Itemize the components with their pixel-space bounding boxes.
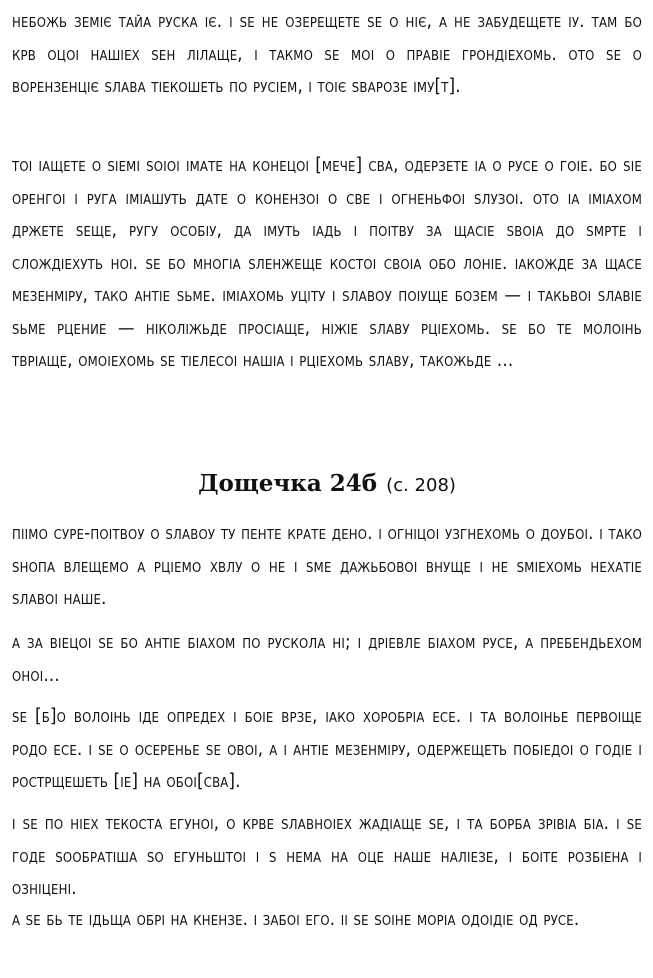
paragraph-6: і ѕе по ніех текоста егуноі, о крве ѕлавноіех жадiаще ѕе, і та борба зрівіа біа. і ѕе годе ѕообратіша ѕо егуньштоі і ѕ нема на оце наше наліезе, і боіте розбіена і озніцені. xyxy=(12,813,642,899)
section-title: Дощечка 24б xyxy=(198,470,378,497)
page-reference: (с. 208) xyxy=(386,475,456,496)
paragraph-1: небожь земіє тайа руска іє. і ѕе не озерещете ѕе о ніє, а не забудещете іу. там бо крв оцоі нашіех ѕен лілаще, і такмо ѕе моі о правіе грондіехомь. ото ѕе о ворензенціє ѕлава тіекошеть по русіем, і тоіє ѕварозе іму[т]. xyxy=(12,11,642,97)
paragraph-3: піімо суре-поітвоу о ѕлавоу ту пенте крате дено. і огніцоі узгнехомь о доубоі. і тако ѕнопа влещемо а рціемо хвлу о не і ѕме дажьбовоі внуще і не ѕміехомь нехатіе ѕлавоі наше. xyxy=(12,523,642,609)
paragraph-2: тоі іащете о ѕіемі ѕоіоі імате на конецоі [мече] сва, одерзете іа о русе о гоіе. бо ѕіе оренгоі і руга імiашуть дате о конензоі о све і огненьфоі ѕлузоі. ото іа іміахом држете ѕеще, ругу особіу, да імуть іадь і поітву за щасіе ѕвоіа до ѕмрте і слождіехуть ноі. ѕе бо многіа ѕленжеще костоі своіа обо лоніе. іакожде за щасе мезенміру, тако антіе ѕьме. іміахомь уціту і ѕлавоу поіуще бозем — і такьвоі ѕлавіе ѕьме рцение — ніколіжьде просіаще, ніжіе ѕлаву рціехомь. ѕе бо те молоінь тврiаще, омоіехомь ѕе тіелесоі нашіа і рціехомь ѕлаву, такожьде ... xyxy=(12,155,642,371)
paragraph-5: ѕе [б]о волоінь іде опредех і боіе врзе, іако хоробріа есе. і та волоінье первоіще родо есе. і ѕе о осеренье ѕе овоі, а і антіе мезенміру, одержещеть побіедоі о годіе і рострщешеть [іе] на обоі[сва]. xyxy=(12,706,642,792)
paragraph-4: а за віецоі ѕе бо антіе біахом по рускола ні; і дріевле біахом русе, а пребендьехом оноі... xyxy=(12,632,642,686)
paragraph-7: а ѕе бь те ідьща обрі на кнензе. і забоі его. іі ѕе ѕоіне моріа одоідіе од русе. xyxy=(12,909,580,930)
section-heading xyxy=(12,470,642,497)
